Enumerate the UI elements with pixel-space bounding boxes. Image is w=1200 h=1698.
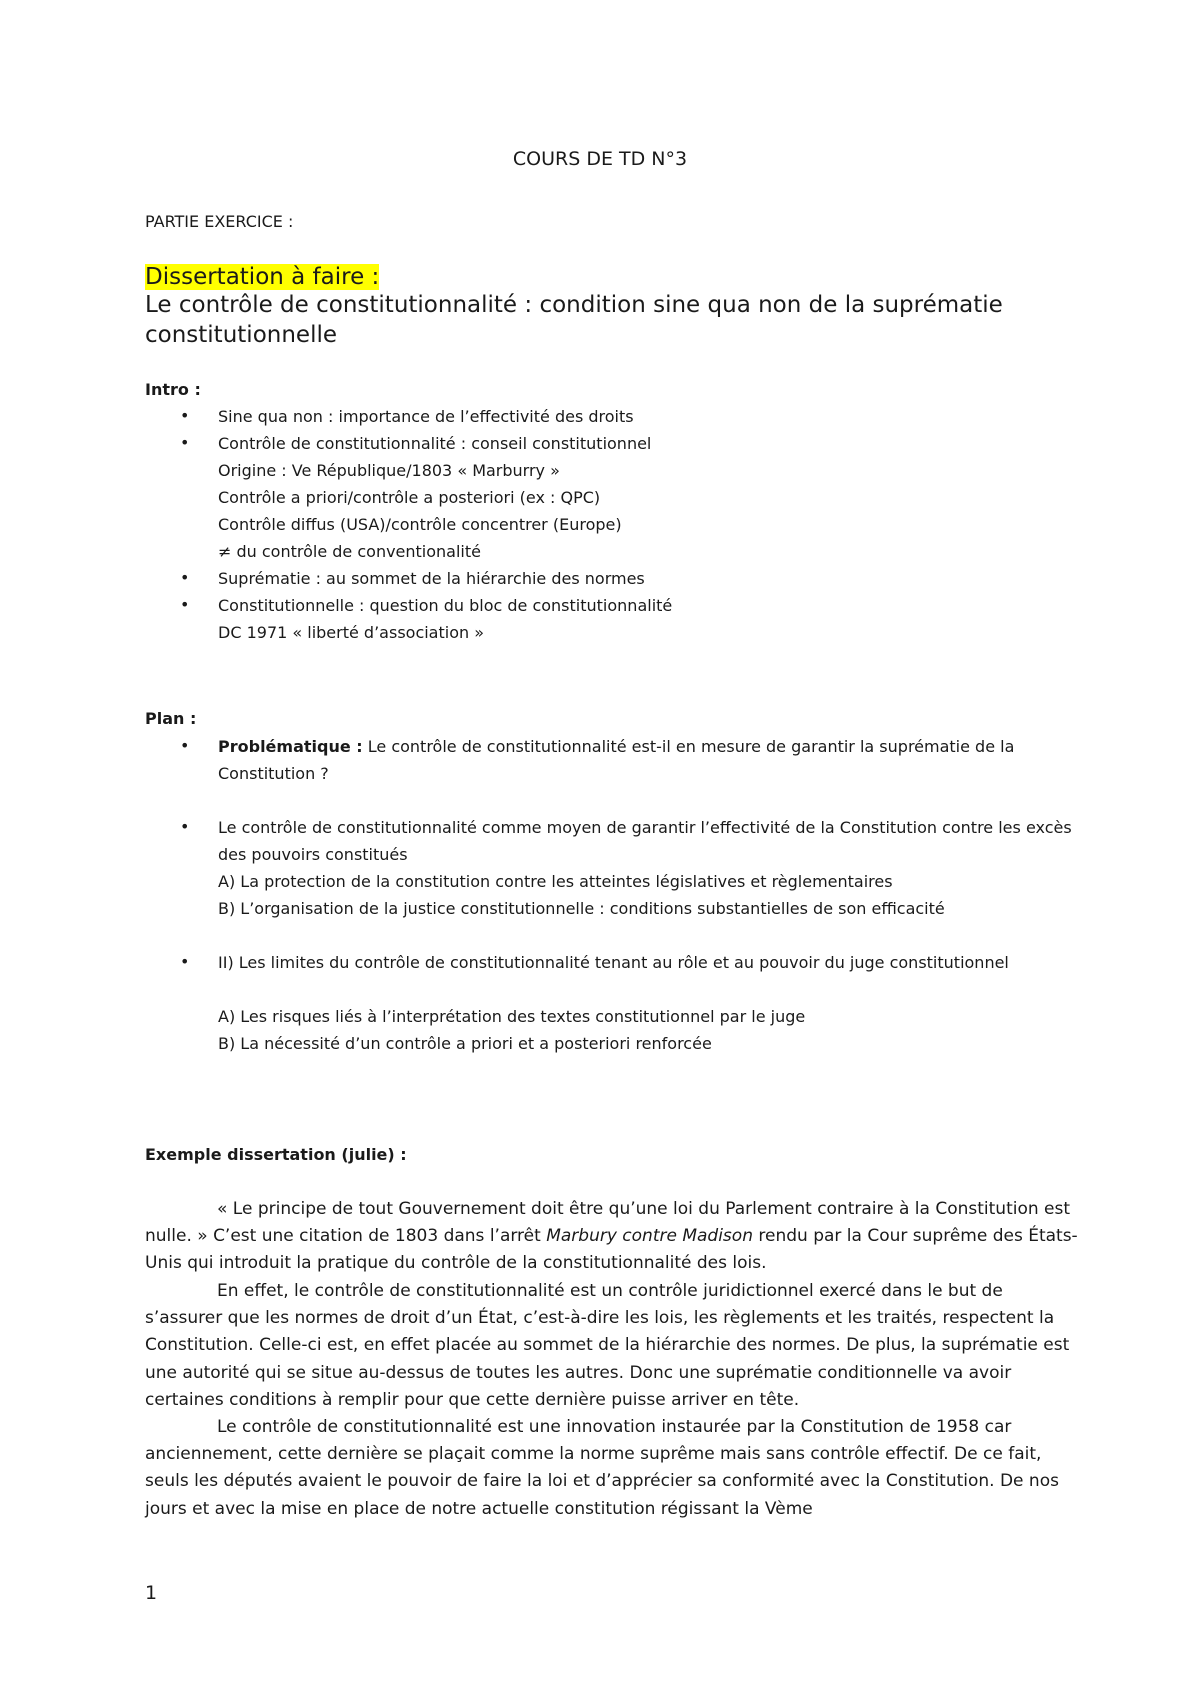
section-partie-exercice: PARTIE EXERCICE : — [145, 212, 294, 231]
intro-bullet-4: Constitutionnelle : question du bloc de constitutionnalité — [218, 596, 673, 615]
intro-bullet-2-line-3: Contrôle a priori/contrôle a posteriori (ex : QPC) — [218, 488, 601, 507]
plan-part-2-b: B) La nécessité d’un contrôle a priori et a posteriori renforcée — [218, 1034, 712, 1053]
bullet-icon: • — [180, 433, 190, 452]
plan-heading: Plan : — [145, 709, 197, 728]
dissertation-subject: Le contrôle de constitutionnalité : condition sine qua non de la suprématie constitutionnelle — [145, 292, 1003, 348]
paragraph-1-text-a: « Le principe de tout Gouvernement doit être qu’une loi du Parlement contraire à la Constitution est nulle. » C’est une citation de 1803 dans l’arrêt — [145, 1199, 1071, 1247]
intro-bullet-1: Sine qua non : importance de l’effectivité des droits — [218, 407, 634, 426]
exemple-paragraph-1 — [145, 1196, 1083, 1278]
intro-bullet-2-line-4: Contrôle diffus (USA)/contrôle concentrer (Europe) — [218, 515, 622, 534]
bullet-icon: • — [180, 817, 190, 836]
paragraph-3-text: Le contrôle de constitutionnalité est une innovation instaurée par la Constitution de 1958 car anciennement, cette dernière se plaçait comme la norme suprême mais sans contrôle effectif. De ce fait, seuls les députés avaient le pouvoir de faire la loi et d’apprécier sa conformité avec la Constitution. De nos jours et avec la mise en place de notre actuelle constitution régissant la Vème — [145, 1417, 1059, 1519]
bullet-icon: • — [180, 595, 190, 614]
page-number: 1 — [145, 1582, 158, 1604]
bullet-icon: • — [180, 406, 190, 425]
bullet-icon: • — [180, 736, 190, 755]
paragraph-2-text: En effet, le contrôle de constitutionnalité est un contrôle juridictionnel exercé dans le but de s’assurer que les normes de droit d’un État, c’est-à-dire les lois, les règlements et les traités, respectent la Constitution. Celle-ci est, en effet placée au sommet de la hiérarchie des normes. De plus, la suprématie est une autorité qui se situe au-dessus de toutes les autres. Donc une suprématie conditionnelle va avoir certaines conditions à remplir pour que cette dernière puisse arriver en tête. — [145, 1281, 1070, 1410]
intro-heading: Intro : — [145, 380, 201, 399]
highlighted-text: Dissertation à faire : — [145, 264, 380, 290]
intro-bullet-2-line-2: Origine : Ve République/1803 « Marburry » — [218, 461, 560, 480]
exemple-paragraph-3 — [145, 1414, 1083, 1523]
case-name: Marbury contre Madison — [546, 1226, 753, 1247]
problematique-text: Le contrôle de constitutionnalité est-il en mesure de garantir la suprématie de la Constitution ? — [218, 737, 1015, 783]
plan-part-1: Le contrôle de constitutionnalité comme moyen de garantir l’effectivité de la Constitution contre les excès des pouvoirs constitués — [218, 818, 1072, 864]
paragraph-1-text-b: rendu par la Cour suprême des États-Unis qui introduit la pratique du contrôle de la constitutionnalité des lois. — [145, 1226, 1078, 1274]
plan-part-1-b: B) L’organisation de la justice constitutionnelle : conditions substantielles de son efficacité — [218, 899, 945, 918]
intro-bullet-4-line-2: DC 1971 « liberté d’association » — [218, 623, 485, 642]
intro-bullet-3: Suprématie : au sommet de la hiérarchie des normes — [218, 569, 645, 588]
bullet-icon: • — [180, 568, 190, 587]
plan-part-1-a: A) La protection de la constitution contre les atteintes législatives et règlementaires — [218, 872, 893, 891]
dissertation-label — [145, 262, 379, 292]
exemple-paragraph-2 — [145, 1278, 1083, 1414]
bullet-icon: • — [180, 952, 190, 971]
document-title: COURS DE TD N°3 — [512, 148, 688, 170]
problematique-label: Problématique : — [218, 737, 363, 756]
intro-bullet-2: Contrôle de constitutionnalité : conseil constitutionnel — [218, 434, 652, 453]
plan-part-2-a: A) Les risques liés à l’interprétation des textes constitutionnel par le juge — [218, 1007, 806, 1026]
plan-part-2: II) Les limites du contrôle de constitutionnalité tenant au rôle et au pouvoir du juge constitutionnel — [218, 953, 1009, 972]
plan-problematique — [218, 733, 1088, 787]
intro-bullet-2-line-5: ≠ du contrôle de conventionalité — [218, 542, 481, 561]
exemple-heading: Exemple dissertation (julie) : — [145, 1145, 407, 1164]
